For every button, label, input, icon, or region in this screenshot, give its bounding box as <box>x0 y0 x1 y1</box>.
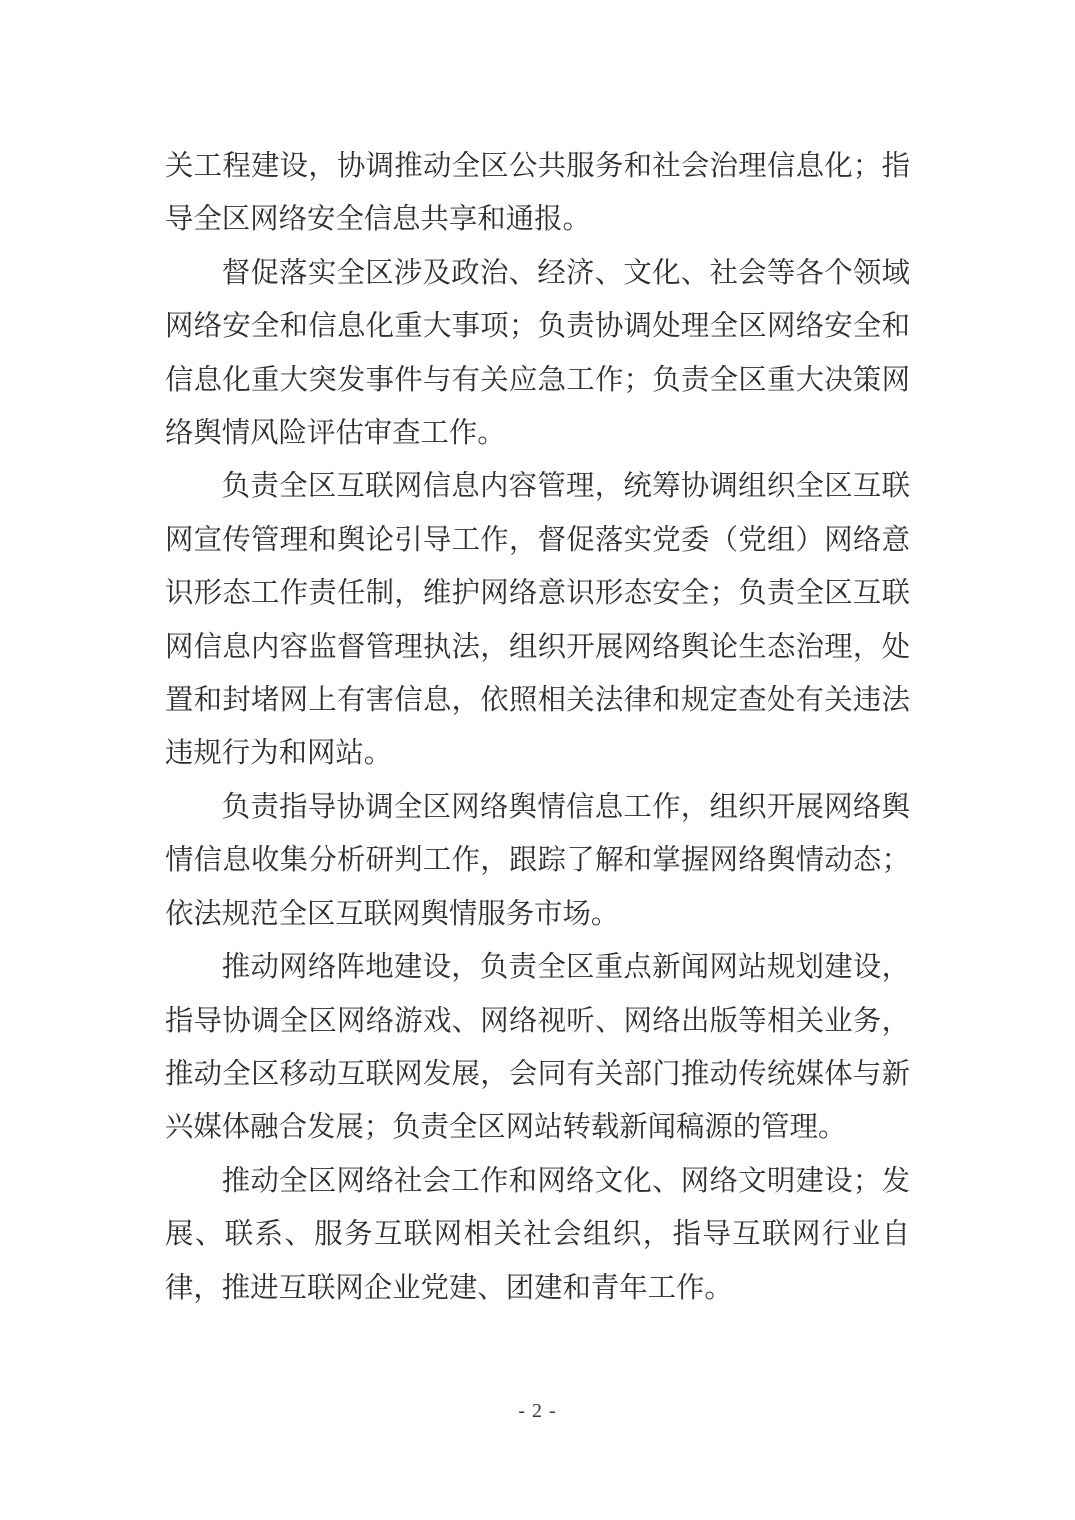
paragraph: 督促落实全区涉及政治、经济、文化、社会等各个领域网络安全和信息化重大事项；负责协调处理全区网络安全和信息化重大突发事件与有关应急工作；负责全区重大决策网络舆情风险评估审查工作。 <box>165 257 910 450</box>
paragraph-continuation: 关工程建设，协调推动全区公共服务和社会治理信息化；指导全区网络安全信息共享和通报。 <box>165 151 910 236</box>
paragraph: 推动网络阵地建设，负责全区重点新闻网站规划建设，指导协调全区网络游戏、网络视听、网络出版等相关业务，推动全区移动互联网发展，会同有关部门推动传统媒体与新兴媒体融合发展；负责全区网站转载新闻稿源的管理。 <box>165 952 910 1144</box>
paragraph: 负责指导协调全区网络舆情信息工作，组织开展网络舆情信息收集分析研判工作，跟踪了解和掌握网络舆情动态；依法规范全区互联网舆情服务市场。 <box>165 791 910 930</box>
page-footer <box>0 1400 1075 1423</box>
document-body-text <box>165 140 910 1315</box>
paragraph: 负责全区互联网信息内容管理，统筹协调组织全区互联网宣传管理和舆论引导工作，督促落实党委（党组）网络意识形态工作责任制，维护网络意识形态安全；负责全区互联网信息内容监督管理执法，组织开展网络舆论生态治理，处置和封堵网上有害信息，依照相关法律和规定查处有关违法违规行为和网站。 <box>165 471 910 770</box>
paragraph: 推动全区网络社会工作和网络文化、网络文明建设；发展、联系、服务互联网相关社会组织，指导互联网行业自律，推进互联网企业党建、团建和青年工作。 <box>165 1165 910 1304</box>
page-number: - 2 - <box>518 1400 557 1422</box>
